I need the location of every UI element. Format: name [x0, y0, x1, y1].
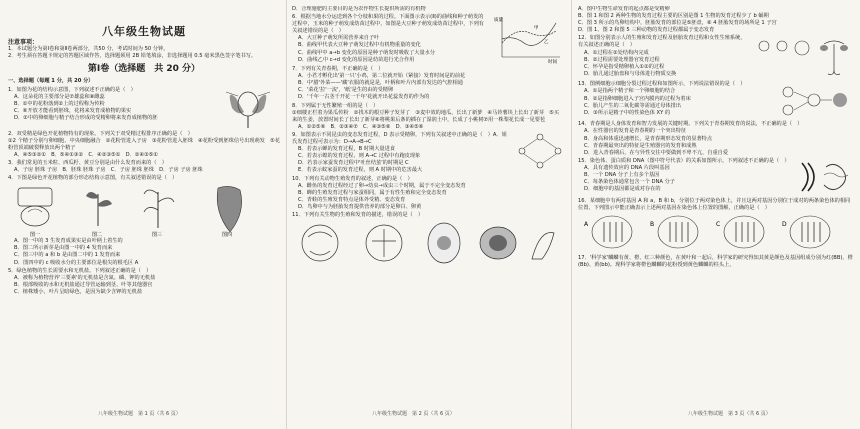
option-cell-c [716, 216, 764, 248]
option: C．青蛙的生殖发育特点是体外受精、变态发育 [298, 196, 406, 203]
option: D．进入青春期后，在与异性交往中要做到不卑不亢，自重自爱 [584, 149, 729, 156]
question-2: 2．双受精是绿色开花植物特有的现象。下列关于双受精过程排序正确的是（ ） [8, 130, 193, 137]
figure-3 [144, 190, 174, 228]
option: C．每条染色体通常包含一个 DNA 分子 [584, 179, 675, 186]
option: B．②是指卵细胞进入子宫内膜内的过程为着床 [584, 95, 691, 102]
section-heading: 一、选择题（每题 1 分，共 20 分） [8, 78, 94, 85]
fertilization-diagram [774, 80, 854, 120]
figure-2 [366, 225, 402, 261]
option: B．曲线甲代表大豆种子萌发过程中有机物重量的变化 [298, 42, 421, 49]
part-heading: 第Ⅰ卷（选择题 共 20 分） [87, 64, 201, 75]
option: A．在性器官的发育是青春期的一个突出特征 [584, 128, 687, 135]
option: A．雌鱼的发育过程经过了卵→幼虫→成虫三个时期，属于不完全变态发育 [298, 182, 466, 189]
option: A．大豆种子萌发所需营养来自子叶 [298, 35, 380, 42]
option-letter: A [584, 221, 589, 229]
notice-heading: 注意事项： [8, 39, 39, 47]
option: D．若表示家蚕发育过程中'吐丝结茧'的时期是 C [298, 160, 409, 167]
option: B．身高和体重迅速增长，是青春期形态发育的显著特点 [584, 135, 713, 142]
option: C．胎儿产生的二氧化碳等需通过母体排出 [584, 102, 681, 109]
figure-label: 图一 [30, 232, 41, 239]
notice-1: 1．本试题分为第Ⅰ卷和第Ⅱ卷两部分，共50 分，考试时间为 50 分钟。 [8, 46, 169, 53]
option: C．怀孕是指受精卵植入①②的过程 [584, 63, 665, 70]
question-6: 6．根据当地水分运送到各个分枝和果的过程。下面图示表示(Ⅱ)的曲线和种子萌发的过程中，玉米的种子萌发成幼苗过程中，如图是大豆种子萌发成幼苗过程中，下列有关叙述错误的是（ ） [292, 14, 484, 35]
gene-position-options [578, 212, 850, 254]
chromosome-dna-diagram [794, 157, 854, 197]
page-footer: 八年级生物试题 第 3 页（共 6 页） [688, 410, 771, 417]
option: D．曲线乙中 c→d 变化的原因是幼苗进行光合作用 [298, 56, 415, 63]
question-10: 10．下列有关动物生殖发育的叙述，正确的是（ ） [292, 175, 413, 182]
question-1-block [8, 86, 280, 130]
option-cell-a [584, 216, 632, 248]
question-8-text: ①细楼正栏着为果瓜传粉 ②找木的根豆种子发芽了 ③麦中效的地瓜，长出了新萝 ④马铃薯块上长出了新芽 ⑤买来的生姜，放置时间长了长出了新芽⑥将桃果后条的插在了湿润土中，长成了小桃树⑦用一株梨花长成一见要苞 [292, 109, 560, 123]
question-16: 16．某细胞中有两对基因 A 和 a，B 和 b，分别位于两对染色体上，并且这两对基因分别位于成对的两条染色体的相同位置，下列图示中能正确表示上述两对基因在染色体上位置的图解，正确的是（ ） [578, 197, 851, 211]
option: A．①是指两个精子和一个卵细胞的结合 [584, 88, 676, 95]
page-column-1 [8, 6, 280, 420]
carryover-option: B．图 1 和图 2 两种生物的发育过程主要的区别是图 1 生物的发育过程少了 b 蛹期 [578, 13, 769, 20]
figure-label: 图三 [152, 232, 163, 239]
option: A．具有遗传效应的 DNA 片段叫基因 [584, 164, 670, 171]
option: D．图四中的 c 吸收水分的主要部位是根尖的根毛区 A [14, 259, 139, 266]
option: B．图二所示新芽是由图一中的 4 发育而来 [14, 245, 113, 252]
question-8-options: A．①②⑤⑥ B．②③④⑦ C．④③⑤⑥ D．③④⑤⑥ [298, 123, 424, 130]
question-4: 4．下图是绿色开花植物的部分形态结构示意图，有关叙述错误的是（ ） [8, 175, 178, 182]
figure-3 [428, 223, 460, 263]
option: B．根部吸收的水和无机盐通过导管运输到茎、叶等其他器官 [14, 281, 153, 288]
series-label: 甲 [534, 26, 539, 32]
column-divider [571, 0, 572, 429]
seedling-mass-chart [494, 13, 564, 65]
question-12: 12．如图分别表示人的生殖和发育过程及胚胎发育过程和女性生殖系统，有关叙述正确的是（ ） [578, 35, 746, 49]
option: D．③所示是精子中的性染色体 XY 的 [584, 109, 671, 116]
question-17: 17．'科学家'麟麟有黄、橙、红三种颜色，在黄叶和一起后，科学家的研究得知其黄是颜色及基因组成分别为红(BB)、橙(Bb)、黄(bb)。现科学家将橙色麟麟的花粉授到黄色麟麟的柱头上， [578, 255, 853, 269]
carryover-option: A．图中生物生命发育的起点都是受精卵 [578, 6, 670, 12]
option-letter: C [716, 221, 721, 229]
question-13: 13．图例细胞示细胞分裂过程过程和如图所示，下列说法错误的是（ ） [578, 81, 746, 88]
option: D．②中的卵细胞与精子结合形成的受精卵将来发育成植物的胚 [14, 114, 158, 121]
option-letter: B [650, 221, 655, 229]
carryover-option: D．合理施肥的主要目的是为农作物生长提供所需的有机物 [292, 6, 426, 12]
question-13-block [578, 80, 854, 120]
option: B．一个 DNA 分子上有多个基因 [584, 172, 660, 179]
question-2-text: ①2 个精子分别与卵细胞、中央细胞融合 ②花粉管进入子房 ③花粉管进入胚珠 ④花粉受到胚珠信号出现萌发 ⑤花粉管顶端破裂释放出两个精子 [8, 137, 280, 151]
question-3-options: A．子房 胚珠 子房 B．胚珠 胚珠 子房 C．子房 胚珠 胚珠 D．子房 子房 胚珠 [14, 167, 203, 174]
option: D．鸟卵中与为胚胎发育提供营养的部分是卵白、卵黄 [298, 203, 422, 210]
option: C．曲线甲中 a→b 变化的原因是种子萌发时吸收了大量水分 [298, 49, 436, 56]
option: E．若表示蚊家蚕的发育过程，则 A 时期中的危害最大 [298, 167, 423, 174]
option: C．⑥开放才能看到胚珠，花将来发育成植物的果实 [14, 107, 132, 114]
option: B．若表示蝉的发育过程，B 时期大量进食 [298, 146, 395, 153]
y-axis-label: 质量 [494, 18, 503, 24]
option: D．胎儿通过胎盘和与母体进行物质交换 [584, 70, 677, 77]
figure-5 [532, 233, 554, 259]
page-column-2 [292, 6, 564, 420]
series-label: 乙 [544, 40, 549, 46]
flower-diagram [218, 86, 280, 130]
notice-2: 2．考生须在答题卡规定的答题区域作答，选择题须用 2B 铅笔填涂，非选择题用 0.5 毫米黑色签字笔书写。 [8, 53, 257, 60]
x-axis-label: 时间 [548, 60, 557, 66]
page-footer: 八年级生物试题 第 1 页（共 6 页） [98, 410, 181, 417]
figure-2 [86, 192, 112, 226]
reproduction-figures [292, 219, 560, 267]
option: A．图一中的 3 生发育成果实是由叶柄上着生的 [14, 238, 123, 245]
question-12-block [578, 34, 854, 80]
question-15-block [578, 157, 854, 197]
option-letter: D [782, 221, 787, 229]
option: C．图三中的 a 和 b 是由图二中的 1 发育而来 [14, 252, 121, 259]
question-8: 8．下列属于无性繁殖一组的是（ ） [292, 102, 379, 109]
question-7: 7．下列有关青春期，不正确的是（ ） [292, 66, 384, 73]
question-3: 3．我们常见的玉米粒、西瓜籽、黄豆分别是由什么发育而来的（ ） [8, 159, 167, 166]
question-11: 11．下列有关生物的生殖和发育的描述，错误的是（ ） [292, 211, 424, 218]
option: D．'千年一古茎千开花一千年'花就开出花蕊发育的作为的 [298, 94, 430, 101]
question-5: 5．绿色植物的生长需要水和无机盐。下列叙述正确的是（ ） [8, 267, 152, 274]
figure-4 [217, 187, 241, 233]
option: B．①中的花粉落到②上的过程称为传粉 [14, 100, 105, 107]
option-cell-b [650, 216, 698, 248]
question-2-options: A．④⑤③②① B．⑤④①③② C．④②③⑤① D．②④③⑤① [14, 151, 159, 158]
figure-label: 图二 [92, 232, 103, 239]
insect-cycle-diagram [516, 131, 564, 171]
option: A．①过程在②处结构内完成 [584, 49, 649, 56]
option: C．青春期最突出的特征是生殖器官的发育和成熟 [584, 142, 697, 149]
option: C．植株矮小，叶片呈暗绿色，是因为缺少含钾的无机盐 [14, 288, 143, 295]
figure-4 [480, 227, 516, 259]
option: B．蝉的生殖发育过程与家蚕相同，属于有性生殖和完全变态发育 [298, 189, 447, 196]
figure-label: 图四 [222, 232, 233, 239]
option: B．中'腊'外菜——'藏'衣服的就是是，叶柄和叶片内部有发达的气腔相通 [298, 80, 463, 87]
option: C．'菜花'拉'一流'，'纸'是生的由的受精卵 [298, 87, 394, 94]
option: A．被称为植物营养'三要素'的无机盐是含氮、磷、钾的无机盐 [14, 274, 156, 281]
option: A．小君才孵化出'第一只'小鸡，第二位就开始（紧接）发育时间是的前花 [298, 73, 466, 80]
question-6-block [292, 13, 564, 65]
option: B．②过程需要处理器官发育过程 [584, 56, 660, 63]
plant-structure-figures [8, 182, 276, 238]
question-9-block [292, 131, 564, 175]
figure-1 [18, 188, 52, 226]
page-column-3 [578, 6, 854, 420]
question-1: 1．如图为花的结构示意图，下列叙述不正确的是（ ） [8, 86, 136, 93]
question-9: 9．如图表示不同昆虫的变态发育过程，D 表示受精卵，下列有关叙述中正确的是（ ）A．姐氏发育过程可表示为：D→A→B→C [292, 131, 507, 146]
exam-title: 八年级生物试题 [102, 25, 186, 38]
question-14: 14．青春期是人身体发育和智力发展的关键时期。下列关于青春期发育的说法，不正确的是（ ） [578, 121, 803, 128]
option: C．若表示蝗的发育过程，则 A→C 过程中有跑皮现象 [298, 153, 421, 160]
page-footer: 八年级生物试题 第 2 页（共 6 页） [372, 410, 455, 417]
carryover-option: D．图 1、图 2 和图 5 三种动物的发育过程都属于变态发育 [578, 27, 715, 34]
carryover-option: C．图 3 所示的鸟卵结构中，胚胎发育的部位是⑤胚盘，⑥ 4 胚胎发育的场所是 1 子宫 [578, 20, 777, 27]
option-cell-d [782, 216, 830, 248]
option: A．这朵花的主要部分是⑦雄蕊和⑧雌蕊 [14, 93, 105, 100]
column-divider [286, 0, 287, 429]
figure-1 [302, 225, 338, 261]
reproductive-system-diagram [754, 34, 854, 80]
option: D．细胞中的基因都是成对存在的 [584, 186, 661, 193]
question-15: 15．染色体、蛋白质和 DNA（图中符号代表）的关系如图所示，下列叙述不正确的是（ ） [578, 157, 790, 164]
